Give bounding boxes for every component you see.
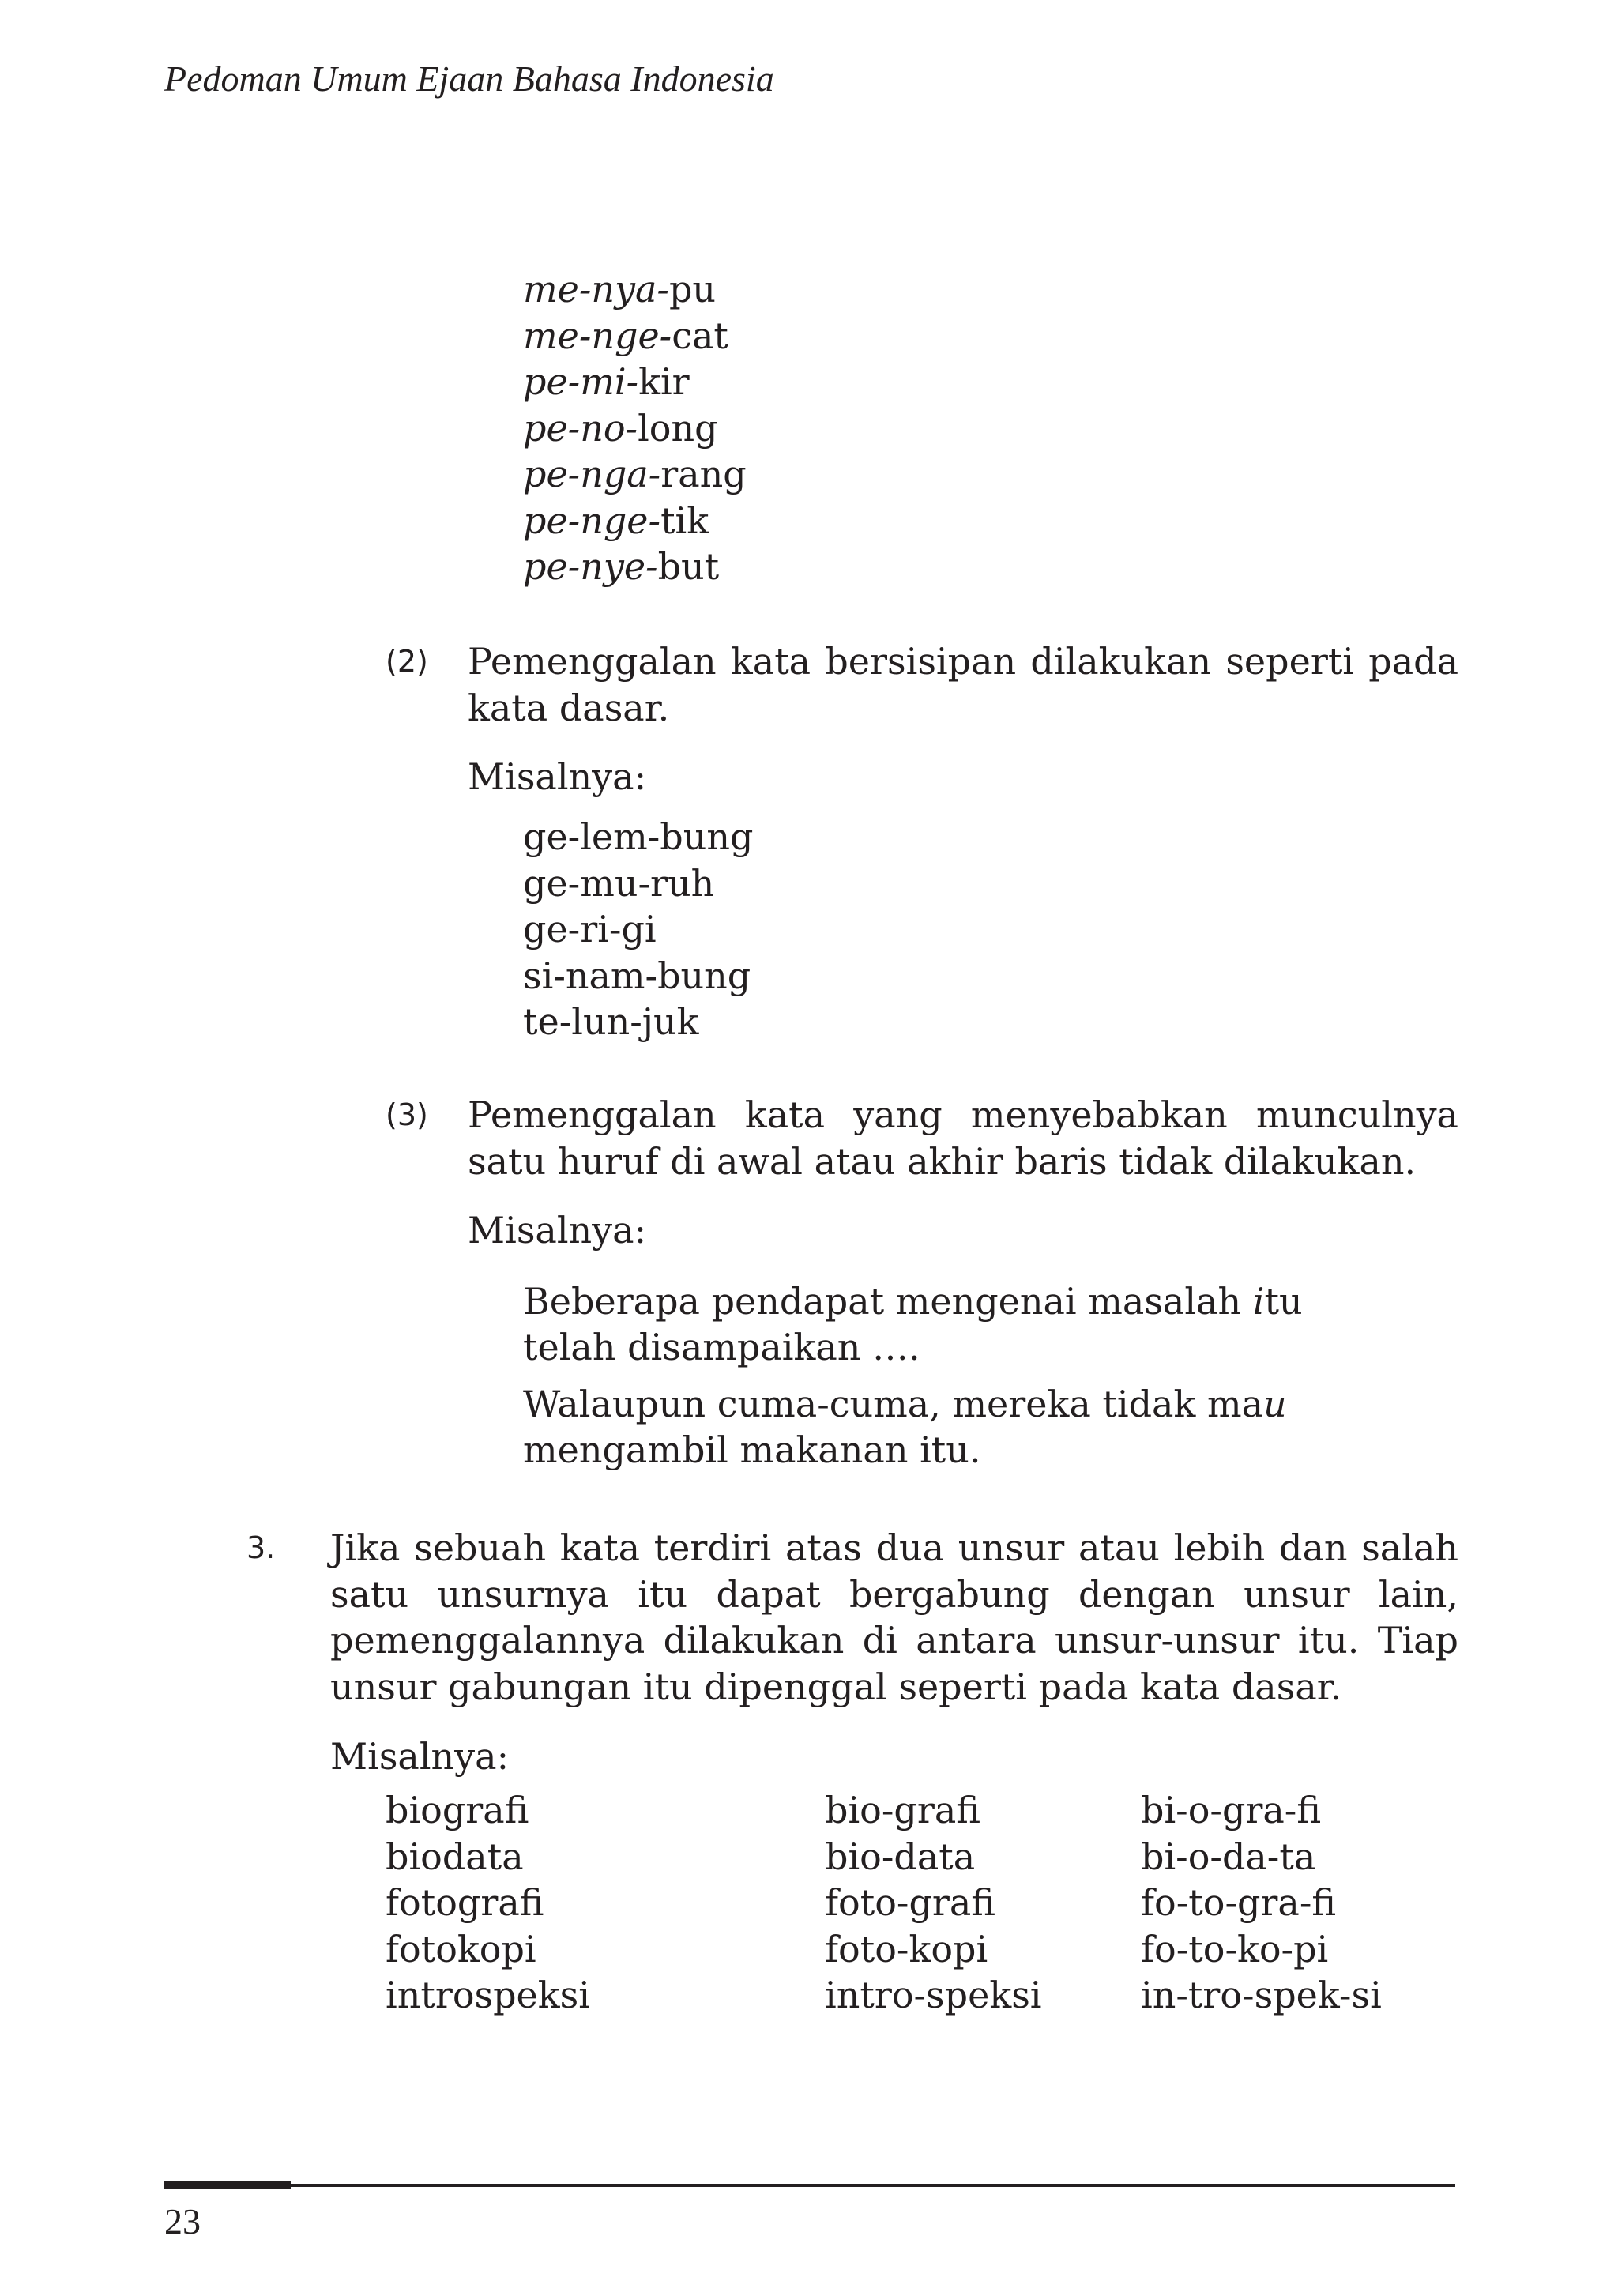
list-item: fotografi	[386, 1881, 544, 1924]
list-item: ge-lem-bung	[523, 815, 754, 858]
example-sentence-1-line-2: telah disampaikan ….	[523, 1326, 920, 1368]
list-item: ge-ri-gi	[523, 908, 657, 950]
continued-word-list	[523, 266, 747, 590]
example-words-column	[386, 1787, 590, 2019]
item-2-marker: (2)	[386, 644, 428, 679]
list-item: biografi	[386, 1789, 529, 1831]
list-item: bi-o-gra-fi	[1141, 1789, 1322, 1831]
item-3-text: Pemenggalan kata yang menyebabkan munculnya satu huruf di awal atau akhir baris tidak dilakukan.	[468, 1093, 1458, 1183]
example-sentence-1-line-1: Beberapa pendapat mengenai masalah itu	[523, 1280, 1303, 1323]
list-item: fo-to-gra-fi	[1141, 1881, 1337, 1924]
footer-rule	[291, 2184, 1455, 2187]
list-item: bio-data	[825, 1835, 976, 1878]
list-item: fotokopi	[386, 1927, 536, 1970]
list-item: pe-nga-rang	[523, 453, 747, 495]
list-item: me-nge-cat	[523, 314, 728, 357]
list-item: foto-grafi	[825, 1881, 995, 1924]
list-item: si-nam-bung	[523, 954, 751, 997]
rule-3-marker: 3.	[246, 1530, 276, 1565]
element-split-column	[825, 1787, 1042, 2019]
example-sentence-2-line-1: Walaupun cuma-cuma, mereka tidak mau	[523, 1383, 1287, 1425]
rule-3-text: Jika sebuah kata terdiri atas dua unsur atau lebih dan salah satu unsurnya itu dapat bergabung dengan unsur lain, pemenggalannya dilakukan di antara unsur-unsur itu. Tiap unsur gabungan itu dipenggal seperti pada kata dasar.	[330, 1526, 1458, 1708]
list-item: foto-kopi	[825, 1927, 988, 1970]
item-2-example-list	[523, 814, 753, 1045]
list-item: fo-to-ko-pi	[1141, 1927, 1329, 1970]
list-item: bio-grafi	[825, 1789, 980, 1831]
example-sentence-2-line-2: mengambil makanan itu.	[523, 1428, 981, 1471]
list-item: intro-speksi	[825, 1974, 1042, 2016]
footer-rule-accent	[164, 2181, 291, 2189]
list-item: te-lun-juk	[523, 1000, 699, 1043]
item-2-example-label: Misalnya:	[468, 755, 647, 798]
list-item: me-nya-pu	[523, 268, 717, 311]
list-item: biodata	[386, 1835, 524, 1878]
item-3-marker: (3)	[386, 1097, 428, 1132]
syllable-split-column	[1141, 1787, 1382, 2019]
item-3-example-label: Misalnya:	[468, 1209, 647, 1252]
running-header: Pedoman Umum Ejaan Bahasa Indonesia	[164, 58, 774, 99]
list-item: bi-o-da-ta	[1141, 1835, 1316, 1878]
list-item: in-tro-spek-si	[1141, 1974, 1382, 2016]
page-number: 23	[164, 2201, 201, 2241]
rule-3-example-label: Misalnya:	[330, 1735, 510, 1778]
item-2-text: Pemenggalan kata bersisipan dilakukan seperti pada kata dasar.	[468, 640, 1458, 729]
list-item: pe-nge-tik	[523, 499, 709, 542]
list-item: introspeksi	[386, 1974, 590, 2016]
list-item: ge-mu-ruh	[523, 861, 715, 905]
list-item: pe-nye-but	[523, 545, 720, 588]
list-item: pe-no-long	[523, 406, 718, 450]
list-item: pe-mi-kir	[523, 360, 690, 403]
